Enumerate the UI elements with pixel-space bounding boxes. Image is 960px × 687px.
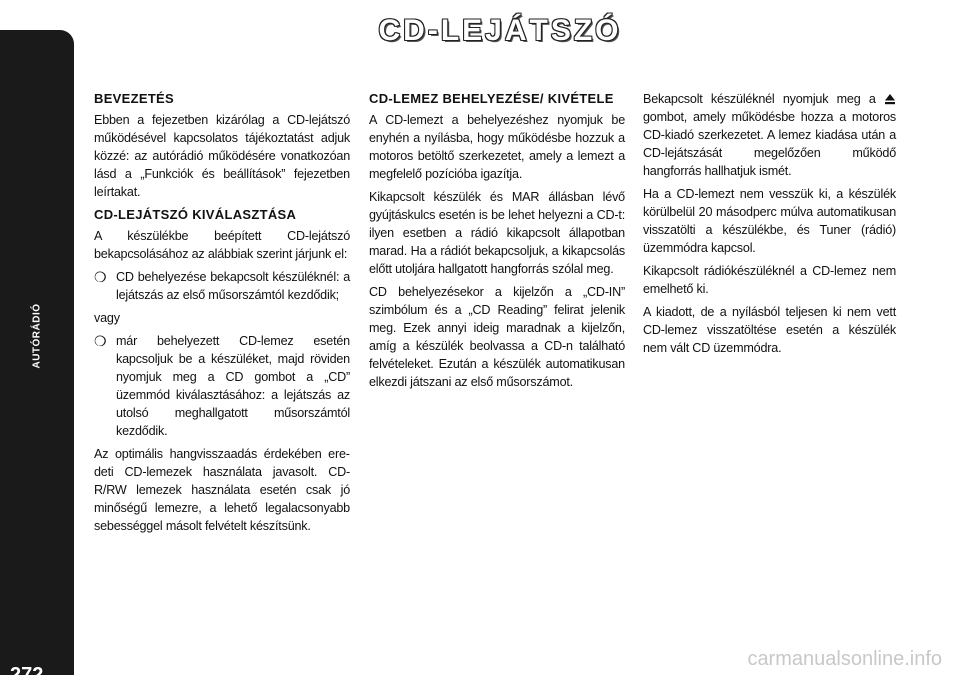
column-1 bbox=[94, 90, 350, 540]
page-number: 272 bbox=[10, 664, 44, 686]
page-title: CD-LEJÁTSZÓ bbox=[378, 14, 622, 47]
paragraph-text: Bekapcsolt készüléknél nyomjuk meg a bbox=[643, 92, 876, 106]
bullet-icon: ❍ bbox=[94, 333, 107, 349]
paragraph: Az optimális hangvisszaadás érdekében eredeti CD-lemezek használata javasolt. CD-R/RW lemezek használata esetén csak jó minőségű lemezre, a lehető legalacsonyabb sebességgel másolt felvételt készítsünk. bbox=[94, 447, 350, 533]
column-3 bbox=[643, 90, 896, 362]
heading-insert-eject: CD-LEMEZ BEHELYEZÉSE/ KIVÉTELE bbox=[369, 91, 614, 106]
paragraph: vagy bbox=[94, 311, 120, 325]
paragraph: A kiadott, de a nyílásból teljesen ki nem vett CD-lemez visszatöltése esetén a készülék nem vált CD üzemmódra. bbox=[643, 305, 896, 355]
section-label: AUTÓRÁDIÓ bbox=[31, 303, 43, 369]
paragraph: Kikapcsolt rádiókészüléknél a CD-lemez nem emelhető ki. bbox=[643, 264, 896, 296]
list-item bbox=[94, 268, 350, 304]
list-item-text: CD behelyezése bekapcsolt készüléknél: a lejátszás az első műsorszámtól kezdődik; bbox=[116, 270, 350, 302]
bullet-icon: ❍ bbox=[94, 269, 107, 285]
paragraph: A CD-lemezt a behelyezéshez nyomjuk be enyhén a nyílásba, hogy működésbe hozzuk a motoros betöltő szerkezetet, amely a lemezt a megfelelő pozícióba igazítja. bbox=[369, 113, 625, 181]
list-item bbox=[94, 332, 350, 440]
list-item-text: már behelyezett CD-lemez esetén kapcsoljuk be a készüléket, majd röviden nyomjuk meg a CD gombot a „CD” üzemmód kiválasztásához: a lejátszás az utolsó meghallgatott műsorszámtól kezdődik. bbox=[116, 334, 350, 438]
paragraph: CD behelyezésekor a kijelzőn a „CD-IN” szimbólum és a „CD Reading” felirat jelenik meg. Ezek annyi ideig maradnak a kijelzőn, amíg a készülék beolvassa a CD-n található felvételeket. Ezután a készülék automatikusan elkezdi játszani az első műsorszámot. bbox=[369, 285, 625, 389]
paragraph: Ebben a fejezetben kizárólag a CD-lejátszó működésével kapcsolatos tájékoztatást adjuk közzé: az autórádió működésére vonatkozóan lásd a „Funkciók és beállítások” fejezetben leírtakat. bbox=[94, 113, 350, 199]
paragraph: Kikapcsolt készülék és MAR állásban lévő gyújtáskulcs esetén is be lehet helyezni a CD-t: ilyen esetben a rádió kikapcsolt állapotban marad. Ha a rádiót bekapcsoljuk, a kikapcsolás előtt utoljára hallgatott hangforrás szólal meg. bbox=[369, 190, 625, 276]
column-2 bbox=[369, 90, 625, 396]
heading-cd-selection: CD-LEJÁTSZÓ KIVÁLASZTÁSA bbox=[94, 207, 297, 222]
watermark: carmanualsonline.info bbox=[747, 648, 942, 670]
paragraph bbox=[643, 90, 896, 180]
paragraph: A készülékbe beépített CD-lejátszó bekapcsolásához az alábbiak szerint járjunk el: bbox=[94, 229, 350, 261]
paragraph-text: gombot, amely működésbe hozza a motoros CD-kiadó szerkezetet. A lemez kiadása után a CD-lejátszását megelőzően működő hangforrás hallhatjuk ismét. bbox=[643, 110, 896, 178]
paragraph: Ha a CD-lemezt nem vesszük ki, a készülék körülbelül 20 másodperc múlva automatikusan visszatölti a készülékbe, és Tuner (rádió) üzemmódra kapcsol. bbox=[643, 187, 896, 255]
heading-introduction: BEVEZETÉS bbox=[94, 91, 174, 106]
sidebar-tab bbox=[0, 30, 74, 686]
eject-icon bbox=[884, 93, 896, 105]
